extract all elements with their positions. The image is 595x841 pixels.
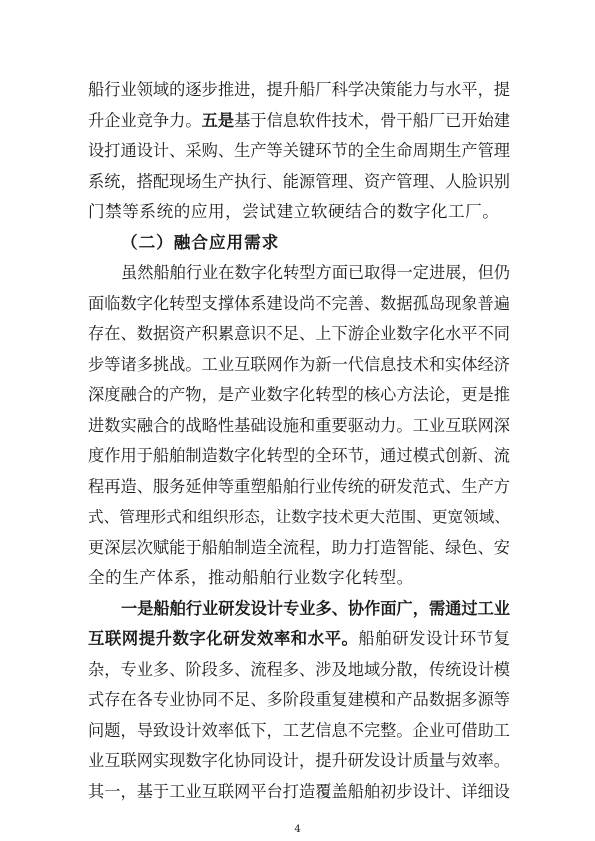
para1-line-5: 门禁等系统的应用，尝试建立软硬结合的数字化工厂。: [88, 202, 500, 221]
para1-line-1: 船行业领域的逐步推进，提升船厂科学决策能力与水平，提: [88, 80, 510, 99]
para2-line-7: 度作用于船舶制造数字化转型的全环节，通过模式创新、流: [88, 446, 510, 465]
para1-lead-phrase: 五是: [201, 110, 235, 130]
para3-line-3: 杂，专业多、阶段多、流程多、涉及地域分散，传统设计模: [88, 659, 510, 679]
para2-line-9: 式、管理形式和组织形态，让数字技术更大范围、更宽领域、: [88, 508, 510, 526]
para2-line-4: 步等诸多挑战。工业互联网作为新一代信息技术和实体经济: [88, 354, 510, 374]
para3-line-2: [88, 629, 510, 649]
para2-line-6: 进数实融合的战略性基础设施和重要驱动力。工业互联网深: [88, 415, 510, 435]
para1-line-4: 系统，搭配现场生产执行、能源管理、资产管理、人脸识别: [88, 171, 510, 191]
para3-line-6: 业互联网实现数字化协同设计，提升研发设计质量与效率。: [88, 751, 510, 770]
para2-line-5: 深度融合的产物，是产业数字化转型的核心方法论，更是推: [88, 385, 510, 404]
para1-line-2: [88, 111, 510, 131]
para3-line-4: 式存在各专业协同不足、多阶段重复建模和产品数据多源等: [88, 690, 510, 709]
para2-line-1: 虽然船舶行业在数字化转型方面已取得一定进展，但仍: [121, 263, 510, 282]
page-number: 4: [294, 824, 301, 835]
para3-line-1: 一是船舶行业研发设计专业多、协作面广，需通过工业: [121, 598, 510, 618]
para3-line-2-text-b: 船舶研发设计环节复: [358, 629, 510, 648]
para3-line-7: 其一，基于工业互联网平台打造覆盖船舶初步设计、详细设: [88, 781, 510, 801]
para2-line-10: 更深层次赋能于船舶制造全流程，助力打造智能、绿色、安: [88, 537, 510, 557]
para2-line-2: 面临数字化转型支撑体系建设尚不完善、数据孤岛现象普遍: [88, 293, 510, 313]
para1-line-2-text-a: 升企业竞争力。: [88, 110, 202, 130]
para1-line-3: 设打通设计、采购、生产等关键环节的全生命周期生产管理: [88, 141, 510, 160]
section-heading: （二）融合应用需求: [121, 232, 280, 252]
para3-lead-phrase: 互联网提升数字化研发效率和水平。: [88, 629, 359, 648]
para2-line-11: 全的生产体系，推动船舶行业数字化转型。: [88, 568, 414, 587]
para1-line-2-text-c: 基于信息软件技术，骨干船厂已开始建: [234, 110, 511, 130]
para2-line-8: 程再造、服务延伸等重塑船舶行业传统的研发范式、生产方: [88, 476, 510, 496]
para2-line-3: 存在、数据资产积累意识不足、上下游企业数字化水平不同: [88, 324, 510, 343]
para3-line-5: 问题，导致设计效率低下，工艺信息不完整。企业可借助工: [88, 720, 510, 740]
